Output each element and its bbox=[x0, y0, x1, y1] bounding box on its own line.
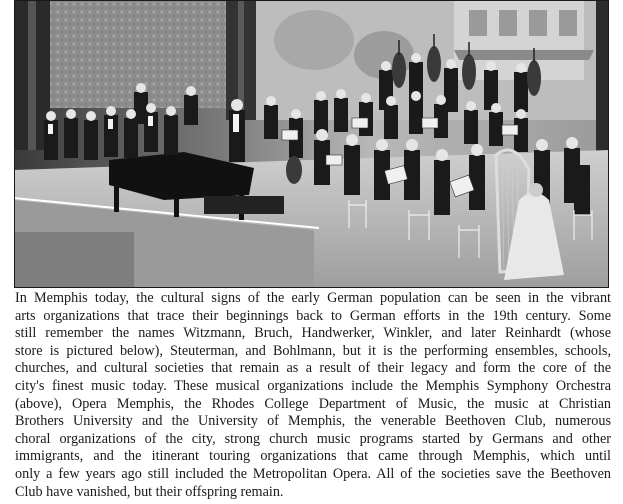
caption-line: only a few years ago still included the Metropolitan Opera. All of the societies save the Beethoven bbox=[15, 465, 611, 482]
orchestra-photograph bbox=[14, 0, 609, 288]
caption-line: city's finest music today. These musical organizations include the Memphis Symphony Orchestra bbox=[15, 377, 611, 394]
caption-line: immigrants, and the itinerant touring organizations that came through Memphis, which until bbox=[15, 448, 611, 465]
caption-line: churches, and cultural societies that remain as a result of their legacy and form the core of the bbox=[15, 360, 611, 377]
caption-line: Brothers University and the University of Memphis, the venerable Beethoven Club, numerous bbox=[15, 413, 611, 430]
caption-line: (above), Opera Memphis, the Rhodes College Department of Music, the music at Christian bbox=[15, 395, 611, 412]
caption-line: In Memphis today, the cultural signs of the early German population can be seen in the vibrant bbox=[15, 290, 611, 306]
photo-caption-paragraph bbox=[15, 290, 611, 501]
caption-line: choral organizations of the city, strong church music programs started by Germans and other bbox=[15, 430, 611, 447]
caption-line: store is pictured below), Steuterman, and Bohlmann, but it is the performing ensembles, schools, bbox=[15, 342, 611, 359]
caption-line: Club have vanished, but their offspring remain. bbox=[15, 483, 284, 500]
caption-line: still remember the names Witzmann, Bruch, Handwerker, Winkler, and later Reinhardt (whose bbox=[15, 325, 611, 342]
caption-line: arts organizations that trace their beginnings back to German efforts in the 19th century. Some bbox=[15, 307, 611, 324]
